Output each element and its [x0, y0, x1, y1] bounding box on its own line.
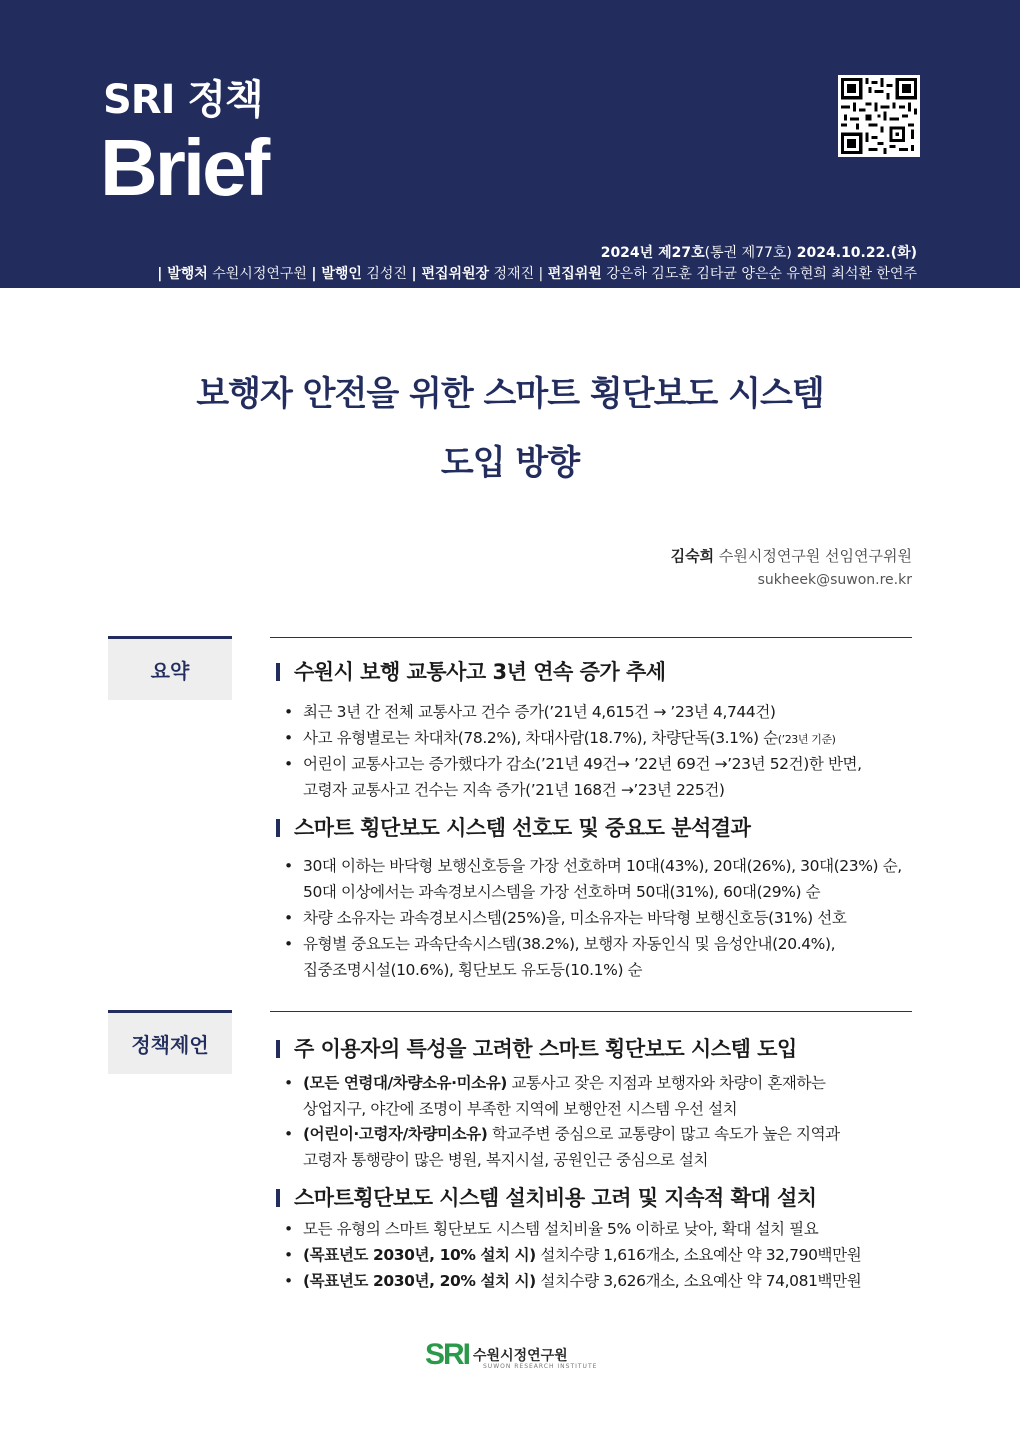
sri-logo-icon: SRI: [425, 1338, 470, 1371]
author-name: 김숙희: [670, 547, 715, 565]
footer-logo: [425, 1338, 598, 1372]
summary-label: 요약: [108, 636, 232, 700]
policy-1-bullet-2: • (어린이·고령자/차량미소유) 학교주변 중심으로 교통량이 많고 속도가 높은 지역과 고령자 통행량이 많은 병원, 복지시설, 공원인근 중심으로 설치: [284, 1125, 840, 1169]
summary-2-bullet-3: • 유형별 중요도는 과속단속시스템(38.2%), 보행자 자동인식 및 음성안내(20.4%), 집중조명시설(10.6%), 횡단보도 유도등(10.1%) 순: [284, 935, 836, 979]
policy-divider: [270, 1011, 912, 1012]
heading-bar-icon: [276, 1189, 280, 1207]
publisher-label: 발행처: [167, 266, 208, 282]
heading-bar-icon: [276, 663, 280, 681]
issuer: 김성진: [366, 266, 407, 282]
footer-org-sub: SUWON RESEARCH INSTITUTE: [483, 1363, 598, 1370]
policy-heading-1: 주 이용자의 특성을 고려한 스마트 횡단보도 시스템 도입: [276, 1033, 797, 1063]
header-banner: [0, 0, 1020, 288]
summary-heading-2: 스마트 횡단보도 시스템 선호도 및 중요도 분석결과: [276, 812, 750, 842]
qr-code-icon[interactable]: [838, 75, 920, 157]
reference-note: (’23년 기준): [777, 733, 836, 746]
publisher: 수원시정연구원: [212, 266, 307, 282]
author-byline: [671, 545, 912, 566]
brand-main: Brief: [100, 123, 268, 212]
policy-label: 정책제언: [108, 1010, 232, 1074]
issue-year-no: 2024년 제27호: [600, 245, 705, 261]
page-title-line-1: 보행자 안전을 위한 스마트 횡단보도 시스템: [196, 374, 824, 414]
chief-editor: 정재진: [493, 266, 535, 282]
summary-1-bullet-3: • 어린이 교통사고는 증가했다가 감소(’21년 49건→ ’22년 69건 →’23년 52건)한 반면, 고령자 교통사고 건수는 지속 증가(’21년 168건 →’23년 225건): [284, 755, 862, 799]
staff-info: | 발행처 수원시정연구원 | 발행인 김성진 | 편집위원장 정재진 | 편집위원 강은하 김도훈 김타균 양은순 유현희 최석환 한연주: [157, 266, 917, 282]
footer-org-name: 수원시정연구원: [473, 1348, 568, 1364]
brand-top: SRI 정책: [103, 77, 263, 123]
editors-label: 편집위원: [547, 266, 602, 282]
heading-bar-icon: [276, 1040, 280, 1058]
policy-heading-2: 스마트횡단보도 시스템 설치비용 고려 및 지속적 확대 설치: [276, 1182, 817, 1212]
editors: 강은하 김도훈 김타균 양은순 유현희 최석환 한연주: [606, 266, 917, 282]
summary-divider: [270, 637, 912, 638]
summary-2-bullet-1: • 30대 이하는 바닥형 보행신호등을 가장 선호하며 10대(43%), 20대(26%), 30대(23%) 순, 50대 이상에서는 과속경보시스템을 가장 선호하며 50대(31%), 60대(29%) 순: [284, 857, 902, 901]
issuer-label: 발행인: [321, 266, 362, 282]
author-affiliation: 수원시정연구원 선임연구위원: [718, 547, 912, 565]
issue-info: [601, 242, 917, 262]
author-email[interactable]: sukheek@suwon.re.kr: [757, 572, 912, 588]
issue-total-no: (통권 제77호): [704, 245, 792, 261]
chief-editor-label: 편집위원장: [421, 266, 490, 282]
issue-date: 2024.10.22.(화): [796, 245, 917, 261]
heading-bar-icon: [276, 819, 280, 837]
summary-heading-1: 수원시 보행 교통사고 3년 연속 증가 추세: [276, 656, 666, 686]
page-title-line-2: 도입 방향: [440, 443, 580, 483]
policy-1-bullet-1: • (모든 연령대/차량소유·미소유) 교통사고 잦은 지점과 보행자와 차량이 혼재하는 상업지구, 야간에 조명이 부족한 지역에 보행안전 시스템 우선 설치: [284, 1074, 826, 1118]
